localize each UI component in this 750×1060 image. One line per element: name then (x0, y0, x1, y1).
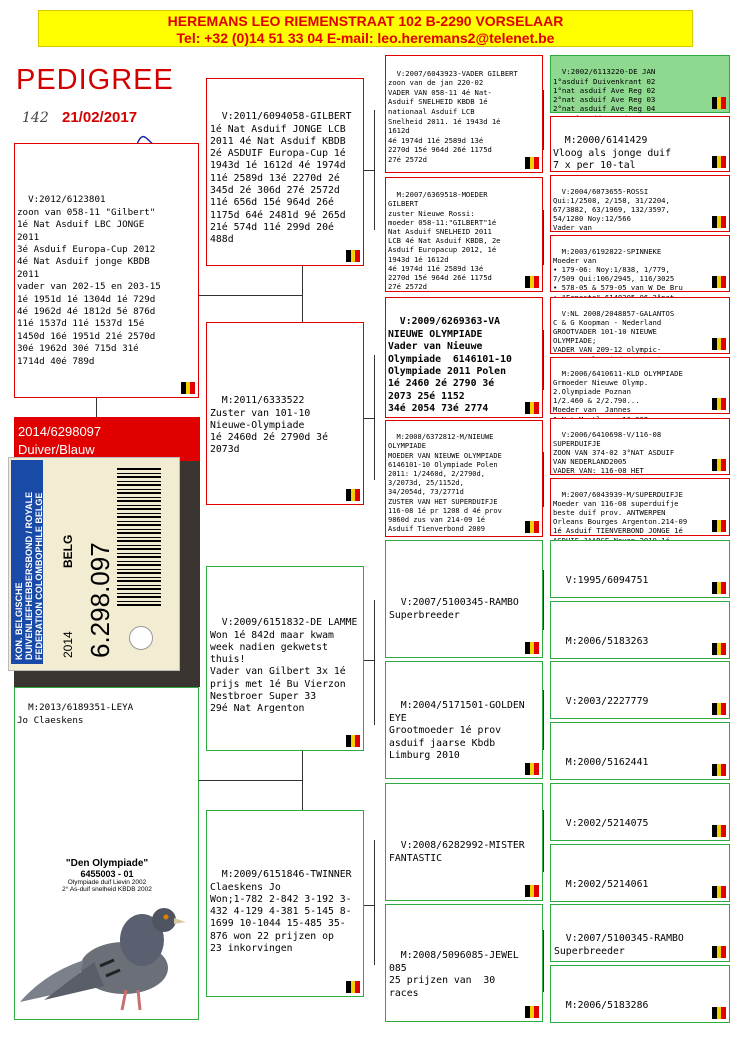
belgium-flag-icon (181, 382, 195, 394)
gen2-dd-text: M:2009/6151846-TWINNER Claeskens Jo Won;1-782 2-842 3-192 3- 432 4-129 4-381 5-145 8- 1699 10-1044 15-485 35- 876 won 22 prijzen op 23 inkorvingen (210, 869, 352, 955)
belgium-flag-icon (525, 642, 539, 654)
photo-band: 2014/6298097 (18, 424, 102, 439)
gen4-text-15: V:2007/5100345-RAMBO Superbreeder (554, 933, 684, 957)
barcode-icon (117, 466, 161, 606)
gen4-text-13: V:2002/5214075 (565, 818, 649, 830)
gen3-card-3 (385, 297, 543, 418)
gen2-sd-text: M:2011/6333522 Zuster van 101-10 Nieuwe-Olympiade 1é 2460d 2é 2790d 3é 2073d (210, 395, 328, 456)
gen4-text-4: M:2003/6192822-SPINNEKE Moeder van • 179-06: Noy:1/838, 1/779, 7/509 Qui:106/2945, 116/3025 • 578-05 & 579-05 van W De Bru (553, 247, 683, 293)
gen3-text-2: M:2007/6369518-MOEDER GILBERT zuster Nieuwe Rossi: moeder 058-11:"GILBERT"1é Nat Asduif SNELHEID 2011 LCB 4é Nat Asduif KBDB, 2e Asduif Europacup 2012, 1é 1943d 1é 1612d 4é 1974d 11é 2589d 13é 2270d 15é 964d 26é 1175d 27é 2572d (388, 190, 501, 292)
gen4-card-9 (550, 540, 730, 598)
belgium-flag-icon (712, 703, 726, 715)
belgium-flag-icon (712, 582, 726, 594)
belgium-flag-icon (712, 156, 726, 168)
dam-sire-card (206, 566, 364, 751)
belgium-flag-icon (712, 643, 726, 655)
gen4-card-5 (550, 297, 730, 354)
belgium-flag-icon (712, 764, 726, 776)
belgium-flag-icon (712, 338, 726, 350)
pigeon-line2: 2° As-duif snelheid KBDB 2002 (62, 886, 152, 893)
gen4-card-2 (550, 116, 730, 172)
gen4-card-14 (550, 844, 730, 902)
gen4-text-1: V:2002/6113220-DE JAN 1°asduif Duivenkrant 02 1°nat asduif Ave Reg 02 2°nat asduif Ave Reg 03 2°nat asduif Ave Reg 04 (553, 67, 656, 114)
belgium-flag-icon (525, 157, 539, 169)
gen4-text-14: M:2002/5214061 (565, 879, 649, 891)
gen3-text-7: V:2008/6282992-MISTER FANTASTIC (389, 840, 525, 864)
belgium-flag-icon (712, 97, 726, 109)
card-org: KON. BELGISCHE DUIVENLIEFHEBBERSBOND / ROYALE FEDERATION COLOMBOPHILE BELGE (14, 491, 44, 660)
page-title: PEDIGREE (16, 64, 174, 96)
gen4-text-11: V:2003/2227779 (565, 696, 649, 708)
gen4-card-11 (550, 661, 730, 719)
gen4-card-7 (550, 418, 730, 475)
belgium-flag-icon (712, 216, 726, 228)
gen4-text-9: V:1995/6094751 (565, 575, 649, 587)
belgium-flag-icon (712, 520, 726, 532)
sire-text: V:2012/6123801 zoon van 058-11 "Gilbert" 1é Nat Asduif LBC JONGE 2011 3é Asduif Europa-Cup 2012 4é Nat Asduif jonge KBDB 2011 vader van 202-15 en 203-15 1é 1951d 1é 1304d 1é 729d 4é 1962d 4é 1812d 5é 876d 11é 1537d 11é 1537d 15é 1450d 16é 1951d 21é 2570d 30é 1962d 30é 715d 31é 1714d 40é 789d (17, 194, 161, 367)
gen4-text-5: V:NL 2008/2048857-GALANTOS C & G Koopman - Nederland GROOTVADER 101-10 NIEUWE OLYMPIADE; VADER VAN 209-12 olympic- (553, 309, 675, 355)
gen3-text-3: V:2009/6269363-VA NIEUWE OLYMPIADE Vader van Nieuwe Olympiade 6146101-10 Olympiade 2011 Polen 1é 2460 2é 2790 3é 2073 25é 1152 34é 2054 73é 2774 (388, 316, 512, 415)
breeder-contact: Tel: +32 (0)14 51 33 04 E-mail: leo.heremans2@telenet.be (176, 30, 555, 46)
belgium-flag-icon (712, 276, 726, 288)
pigeon-name: "Den Olympiade" (65, 858, 149, 869)
pigeon-number: 6455003 - 01 (80, 869, 134, 879)
card-hole (129, 626, 153, 650)
gen4-card-12 (550, 722, 730, 780)
gen2-ds-text: V:2009/6151832-DE LAMME Won 1é 842d maar kwam week nadien gekwetst thuis! Vader van Gilbert 3x 1é prijs met 1é Bu Vierzon Nestbroer Super 33 29é Nat Argenton (210, 617, 358, 715)
belgium-flag-icon (525, 885, 539, 897)
gen4-text-6: M:2006/6410611-KLD OLYMPIADE Grmoeder Nieuwe Olymp. 2.Olympiade Poznan 1/2.460 & 2/2.790... Moeder van Jannes (553, 369, 683, 415)
gen3-text-4: M:2008/6372812-M/NIEUWE OLYMPIADE MOEDER VAN NIEUWE OLYMPIADE 6146101-10 Olympiade Polen 2011: 1/2460d, 2/2790d, 3/2073d, 25/1152d, 34/2054d, 73/2771d ZUSTER VAN HET SUPERDUIFJE 116-08 1é pr 1208 d 4é prov 9860d zus van 214-09 1é Asduif Tienverbond 2009 (388, 433, 502, 534)
belgium-flag-icon (346, 489, 360, 501)
gen3-card-4 (385, 420, 543, 537)
olympiade-pigeon (14, 840, 200, 1018)
belgium-flag-icon (525, 276, 539, 288)
breeder-address: HEREMANS LEO RIEMENSTRAAT 102 B-2290 VORSELAAR (167, 13, 564, 29)
gen3-card-6 (385, 661, 543, 779)
pedigree-date: 21/02/2017 (62, 109, 138, 126)
dam-text: M:2013/6189351-LEYA Jo Claeskens (17, 702, 134, 726)
gen3-card-5 (385, 540, 543, 658)
belgium-flag-icon (712, 886, 726, 898)
gen4-text-16: M:2006/5183286 (565, 1000, 649, 1012)
ring-card (8, 457, 180, 671)
belgium-flag-icon (712, 1007, 726, 1019)
belgium-flag-icon (712, 946, 726, 958)
belgium-flag-icon (525, 763, 539, 775)
gen3-text-1: V:2007/6043923-VADER GILBERT zoon van de jan 220-02 VADER VAN 058-11 4é Nat- Asduif SNELHEID KBDB 1é nationaal Asduif LCB Snelheid 2011. 1é 1943d 1é 1612d 4é 1974d 11é 2589d 13é 2270d 15é 964d 26é 1175d 27é 2572d (388, 68, 518, 164)
sire-dam-card (206, 322, 364, 505)
gen3-text-5: V:2007/5100345-RAMBO Superbreeder (389, 597, 519, 621)
gen4-card-6 (550, 357, 730, 414)
gen3-card-8 (385, 904, 543, 1022)
gen4-text-7: V:2006/6410698-V/116-08 SUPERDUIFJE ZOON VAN 374-02 3°NAT ASDUIF VAN NEDERLAND2005 VADER VAN: 116-08 HET (553, 430, 675, 476)
gen3-card-2 (385, 177, 543, 292)
pigeon-line1: Olympiade duif Lievin 2002 (67, 879, 147, 886)
gen3-card-7 (385, 783, 543, 901)
gen4-card-3 (550, 175, 730, 232)
belgium-flag-icon (712, 459, 726, 471)
belgium-flag-icon (346, 981, 360, 993)
gen3-text-6: M:2004/5171501-GOLDEN EYE Grootmoeder 1é prov asduif jaarse Kbdb Limburg 2010 (389, 700, 525, 762)
belgium-flag-icon (712, 825, 726, 837)
belgium-flag-icon (525, 521, 539, 533)
gen4-text-8: M:2007/6043939-M/SUPERDUIFJE Moeder van 116-08 superduifje beste duif prov. ANTWERPEN Orleans Bourges Argenton.214-09 1é Asduif TIENVERBOND JONGE 1é (553, 490, 688, 536)
sire-card (14, 143, 199, 398)
gen4-card-8 (550, 478, 730, 536)
handwritten-number: 142 (22, 110, 49, 126)
belgium-flag-icon (525, 1006, 539, 1018)
gen4-card-15 (550, 904, 730, 962)
dam-dam-card (206, 810, 364, 997)
photo-color: Duiver/Blauw (18, 442, 95, 457)
card-number: 6.298.097 (85, 542, 115, 658)
gen3-card-1 (385, 55, 543, 173)
gen4-card-4 (550, 235, 730, 292)
card-year: 2014 (61, 631, 75, 658)
pigeon-photo (14, 417, 200, 687)
gen4-text-3: V:2004/6073655-ROSSI Qui:1/2508, 2/158, 31/2204, 67/3882, 63/1969, 132/3597, 54/1280 Noy:12/566 Vader van (553, 187, 670, 233)
gen4-text-12: M:2000/5162441 (565, 757, 649, 769)
gen4-text-2: M:2000/6141429 Vloog als jonge duif 7 x per 10-tal (553, 135, 671, 172)
belgium-flag-icon (712, 398, 726, 410)
gen4-card-13 (550, 783, 730, 841)
pigeon-icon (14, 840, 200, 1020)
gen4-card-16 (550, 965, 730, 1023)
gen4-card-1 (550, 55, 730, 113)
gen3-text-8: M:2008/5096085-JEWEL 085 25 prijzen van 30 races (389, 950, 519, 999)
sire-sire-card (206, 78, 364, 266)
breeder-header (38, 10, 693, 47)
gen4-card-10 (550, 601, 730, 659)
gen4-text-10: M:2006/5183263 (565, 636, 649, 648)
belgium-flag-icon (346, 735, 360, 747)
gen2-ss-text: V:2011/6094058-GILBERT 1é Nat Asduif JONGE LCB 2011 4é Nat Asduif KBDB 2é ASDUIF Europa-Cup 1é 1943d 1é 1612d 4é 1974d 11é 2589d 13é 2270d 2é 345d 2é 306d 27é 2572d 11é 656d 15é 964d 26é 1175d 64é 2481d 9é 265d 21é 574d 11é 299d 20é 488d (210, 111, 352, 246)
card-country: BELG (61, 534, 75, 568)
belgium-flag-icon (525, 402, 539, 414)
belgium-flag-icon (346, 250, 360, 262)
